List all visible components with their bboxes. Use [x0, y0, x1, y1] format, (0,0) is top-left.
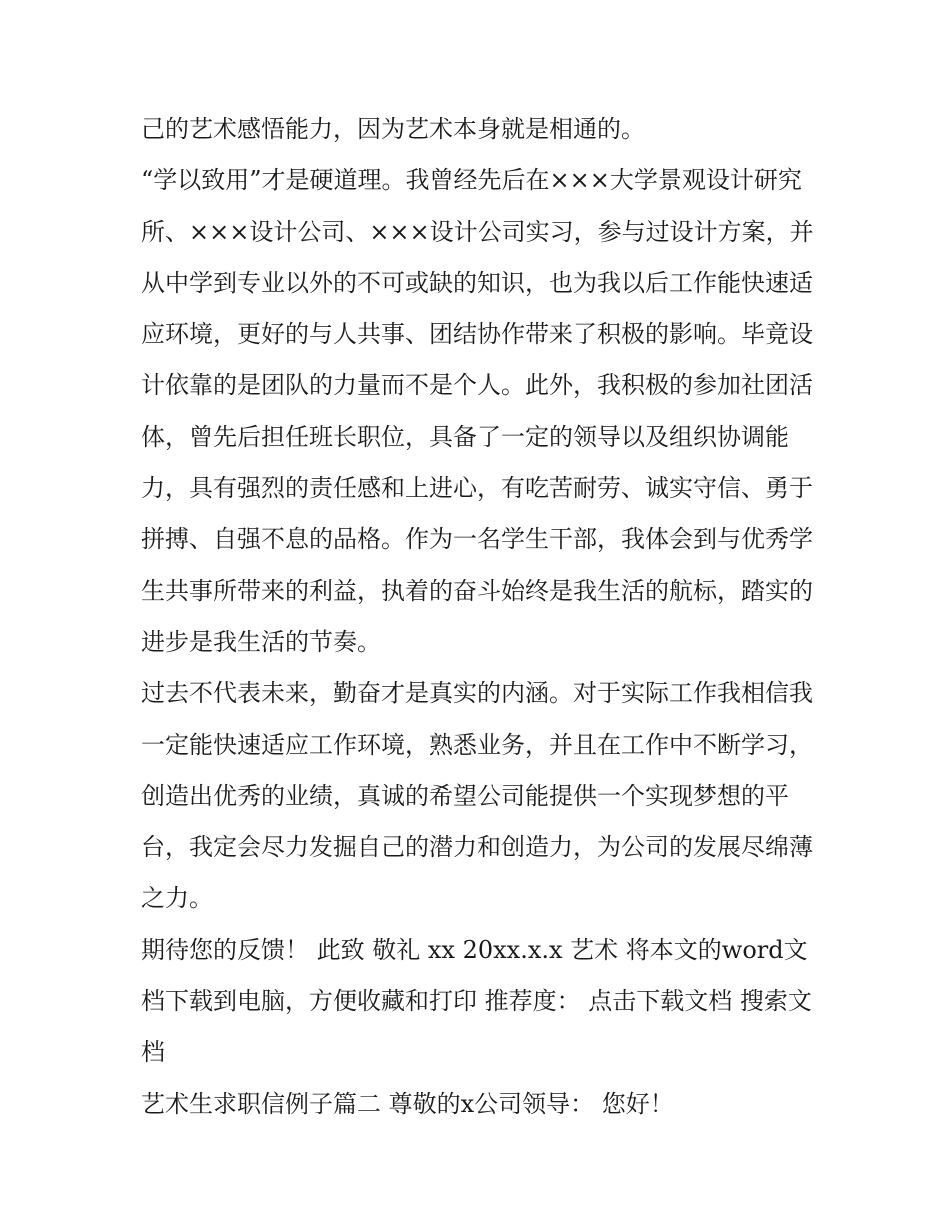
paragraph-next-letter-heading: 艺术生求职信例子篇二 尊敬的x公司领导： 您好！	[141, 1089, 674, 1118]
paragraph-intro-end: 己的艺术感悟能力，因为艺术本身就是相通的。	[141, 115, 645, 143]
paragraph-closing: 期待您的反馈！ 此致 敬礼 xx 20xx.x.x 艺术 将本文的word文档下载到电脑，方便收藏和打印 推荐度： 点击下载文档 搜索文档	[141, 935, 812, 1067]
paragraph-future: 过去不代表未来，勤奋才是真实的内涵。对于实际工作我相信我一定能快速适应工作环境，熟悉业务，并且在工作中不断学习，创造出优秀的业绩，真诚的希望公司能提供一个实现梦想的平台，我定会尽力发掘自己的潜力和创造力，为公司的发展尽绵薄之力。	[141, 679, 813, 913]
paragraph-practice: “学以致用”才是硬道理。我曾经先后在×××大学景观设计研究所、×××设计公司、×××设计公司实习，参与过设计方案，并从中学到专业以外的不可或缺的知识，也为我以后工作能快速适应环境，更好的与人共事、团结协作带来了积极的影响。毕竟设计依靠的是团队的力量而不是个人。此外，我积极的参加社团活体，曾先后担任班长职位，具备了一定的领导以及组织协调能力，具有强烈的责任感和上进心，有吃苦耐劳、诚实守信、勇于拼搏、自强不息的品格。作为一名学生干部，我体会到与优秀学生共事所带来的利益，执着的奋斗始终是我生活的航标，踏实的进步是我生活的节奏。	[141, 166, 814, 656]
document-body	[141, 104, 817, 1130]
